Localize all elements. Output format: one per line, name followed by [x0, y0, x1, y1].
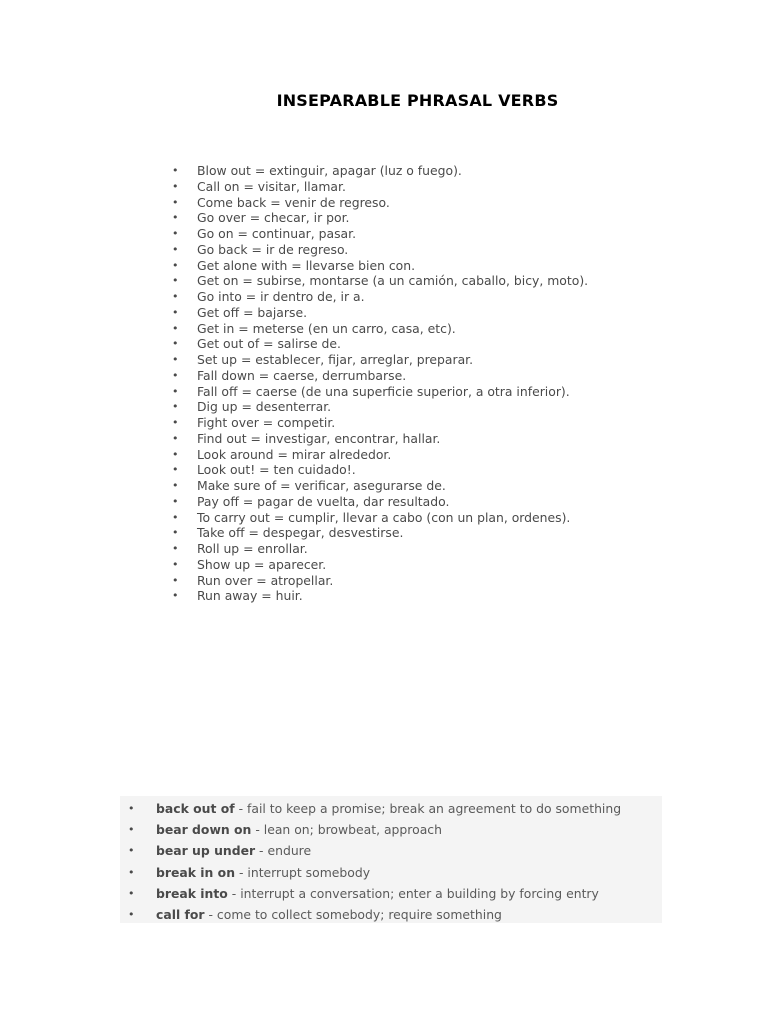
list-item: • Take off = despegar, desvestirse.	[0, 525, 588, 541]
definition-separator: -	[231, 885, 237, 901]
page-title: INSEPARABLE PHRASAL VERBS	[276, 91, 559, 110]
definition-item	[0, 798, 621, 819]
list-item: • Get in = meterse (en un carro, casa, etc).	[0, 321, 588, 337]
phrasal-verb-list	[0, 163, 588, 604]
definition-item	[0, 904, 621, 925]
list-item: • Go into = ir dentro de, ir a.	[0, 289, 588, 305]
definition-term: bear up under	[156, 843, 256, 859]
list-item: • Dig up = desenterrar.	[0, 399, 588, 415]
list-item: • Fight over = competir.	[0, 415, 588, 431]
list-item: • Find out = investigar, encontrar, hallar.	[0, 431, 588, 447]
list-item: • Fall off = caerse (de una superficie superior, a otra inferior).	[0, 384, 588, 400]
list-item: • Look out! = ten cuidado!.	[0, 462, 588, 478]
definition-text: fail to keep a promise; break an agreement to do something	[247, 801, 622, 816]
definition-text: come to collect somebody; require something	[216, 906, 502, 922]
definition-term: break in on	[156, 864, 236, 880]
list-item: • Look around = mirar alrededor.	[0, 447, 588, 463]
list-item: • Get alone with = llevarse bien con.	[0, 258, 588, 274]
list-item: • Go back = ir de regreso.	[0, 242, 588, 258]
definition-item	[0, 840, 621, 861]
definition-separator: -	[208, 906, 213, 922]
definition-text: interrupt a conversation; enter a building by forcing entry	[240, 885, 599, 901]
definition-item	[0, 819, 621, 840]
definition-text: endure	[267, 843, 312, 859]
definition-separator: -	[255, 822, 260, 838]
list-item: • Go on = continuar, pasar.	[0, 226, 588, 242]
list-item: • Make sure of = verificar, asegurarse de.	[0, 478, 588, 494]
definition-item	[0, 883, 621, 904]
definition-text: interrupt somebody	[247, 864, 371, 880]
list-item: • Get off = bajarse.	[0, 305, 588, 321]
list-item: • Go over = checar, ir por.	[0, 210, 588, 226]
list-item: • Set up = establecer, fijar, arreglar, preparar.	[0, 352, 588, 368]
list-item: • Blow out = extinguir, apagar (luz o fuego).	[0, 163, 588, 179]
definition-term: bear down on	[156, 822, 252, 838]
list-item: • Fall down = caerse, derrumbarse.	[0, 368, 588, 384]
definition-term: call for	[156, 906, 205, 922]
list-item: • Call on = visitar, llamar.	[0, 179, 588, 195]
definition-term: back out of	[156, 801, 235, 816]
definition-term: break into	[156, 885, 228, 901]
definition-list	[0, 798, 621, 925]
definition-text: lean on; browbeat, approach	[263, 822, 442, 838]
list-item: • To carry out = cumplir, llevar a cabo (con un plan, ordenes).	[0, 510, 588, 526]
list-item: • Come back = venir de regreso.	[0, 195, 588, 211]
definition-separator: -	[238, 801, 244, 816]
list-item: • Pay off = pagar de vuelta, dar resultado.	[0, 494, 588, 510]
list-item: • Run away = huir.	[0, 588, 588, 604]
list-item: • Show up = aparecer.	[0, 557, 588, 573]
list-item: • Roll up = enrollar.	[0, 541, 588, 557]
list-item: • Get on = subirse, montarse (a un camión, caballo, bicy, moto).	[0, 273, 588, 289]
list-item: • Get out of = salirse de.	[0, 336, 588, 352]
list-item: • Run over = atropellar.	[0, 573, 588, 589]
definition-separator: -	[259, 843, 264, 859]
definition-item	[0, 862, 621, 883]
definition-separator: -	[238, 864, 244, 880]
